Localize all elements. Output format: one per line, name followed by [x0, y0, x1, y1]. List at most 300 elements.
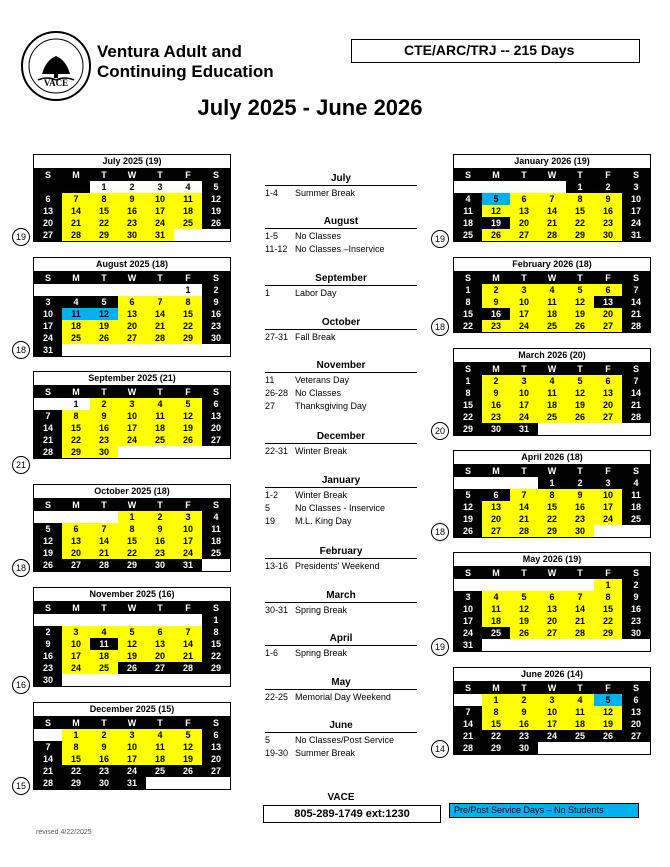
- day-header: W: [118, 602, 146, 614]
- day-count-badge: 19: [12, 228, 30, 246]
- day-cell: 2: [118, 181, 146, 193]
- week-row: [454, 501, 650, 513]
- day-cell: [510, 579, 538, 591]
- day-cell: 11: [146, 410, 174, 422]
- day-cell: 12: [118, 638, 146, 650]
- day-cell: 17: [62, 650, 90, 662]
- day-cell: 5: [202, 181, 230, 193]
- day-cell: 8: [62, 410, 90, 422]
- day-header: F: [594, 465, 622, 477]
- week-row: [34, 344, 230, 356]
- day-cell: 22: [594, 615, 622, 627]
- day-header: W: [118, 272, 146, 284]
- day-cell: 8: [62, 741, 90, 753]
- day-cell: [118, 284, 146, 296]
- day-cell: 3: [146, 181, 174, 193]
- day-header: M: [62, 717, 90, 729]
- day-header: T: [146, 272, 174, 284]
- calendar-month-title: December 2025 (15): [34, 703, 230, 717]
- day-cell: 20: [538, 615, 566, 627]
- event-item: [265, 560, 435, 572]
- day-header: W: [118, 386, 146, 398]
- day-cell: 1: [62, 729, 90, 741]
- day-cell: 10: [62, 638, 90, 650]
- day-cell: [174, 344, 202, 356]
- day-cell: 28: [622, 411, 650, 423]
- day-header: W: [538, 567, 566, 579]
- week-row: [454, 229, 650, 241]
- day-cell: 8: [454, 296, 482, 308]
- revised-date: revised 4/22/2025: [36, 829, 92, 836]
- day-cell: 11: [62, 308, 90, 320]
- day-cell: 3: [538, 694, 566, 706]
- event-item: [265, 489, 435, 501]
- day-cell: 8: [202, 626, 230, 638]
- day-cell: 20: [202, 422, 230, 434]
- day-cell: 22: [62, 765, 90, 777]
- day-cell: 18: [622, 501, 650, 513]
- day-header: T: [566, 272, 594, 284]
- day-cell: 5: [118, 626, 146, 638]
- org-line-1: Ventura Adult and: [97, 42, 242, 61]
- day-cell: 30: [510, 742, 538, 754]
- day-header: M: [62, 602, 90, 614]
- day-cell: 7: [62, 193, 90, 205]
- week-row: [454, 639, 650, 651]
- day-cell: 4: [174, 181, 202, 193]
- day-cell: [510, 181, 538, 193]
- calendar-month: [33, 257, 231, 357]
- day-cell: 30: [118, 229, 146, 241]
- day-cell: 15: [566, 205, 594, 217]
- day-cell: [510, 477, 538, 489]
- calendar-month-title: July 2025 (19): [34, 155, 230, 169]
- day-header: M: [482, 567, 510, 579]
- day-cell: 4: [146, 398, 174, 410]
- day-cell: 21: [622, 399, 650, 411]
- day-header: T: [90, 169, 118, 181]
- day-cell: [538, 742, 566, 754]
- day-cell: 9: [566, 489, 594, 501]
- day-cell: 28: [538, 229, 566, 241]
- event-dates: 1-4: [265, 188, 279, 198]
- event-label: Winter Break: [295, 490, 348, 500]
- day-header: F: [594, 169, 622, 181]
- day-cell: 24: [118, 434, 146, 446]
- day-header: M: [482, 682, 510, 694]
- day-cell: 8: [594, 591, 622, 603]
- vace-logo: [20, 30, 92, 102]
- day-cell: [566, 742, 594, 754]
- day-cell: 19: [482, 217, 510, 229]
- week-row: [454, 205, 650, 217]
- day-cell: 10: [510, 296, 538, 308]
- day-cell: 22: [482, 730, 510, 742]
- day-cell: 28: [510, 525, 538, 537]
- day-cell: 3: [594, 477, 622, 489]
- day-cell: 30: [566, 525, 594, 537]
- day-cell: 23: [482, 320, 510, 332]
- event-item: [265, 331, 435, 343]
- week-row: [34, 753, 230, 765]
- day-cell: 9: [482, 387, 510, 399]
- day-cell: 23: [146, 547, 174, 559]
- day-cell: 30: [202, 332, 230, 344]
- day-header: W: [118, 717, 146, 729]
- day-cell: 1: [454, 375, 482, 387]
- day-cell: 30: [90, 777, 118, 789]
- day-header: S: [34, 499, 62, 511]
- day-cell: 31: [622, 229, 650, 241]
- day-cell: 27: [538, 627, 566, 639]
- day-cell: 8: [90, 193, 118, 205]
- day-cell: [594, 525, 622, 537]
- day-cell: 14: [538, 205, 566, 217]
- day-cell: 18: [482, 615, 510, 627]
- day-cell: 16: [202, 308, 230, 320]
- calendar-month: [453, 257, 651, 333]
- week-row: [454, 706, 650, 718]
- day-cell: [34, 729, 62, 741]
- day-cell: [34, 614, 62, 626]
- event-dates: 1: [265, 288, 271, 298]
- day-cell: 14: [454, 718, 482, 730]
- day-cell: [118, 446, 146, 458]
- day-header: M: [482, 169, 510, 181]
- event-dates: 19: [265, 516, 276, 526]
- day-cell: 26: [174, 765, 202, 777]
- day-cell: [482, 181, 510, 193]
- day-cell: 18: [146, 422, 174, 434]
- day-cell: 5: [566, 375, 594, 387]
- event-dates: 27-31: [265, 332, 289, 342]
- week-row: [34, 205, 230, 217]
- day-cell: 3: [510, 375, 538, 387]
- day-cell: [90, 511, 118, 523]
- event-label: Spring Break: [295, 605, 348, 615]
- day-cell: 9: [90, 410, 118, 422]
- week-row: [454, 387, 650, 399]
- day-cell: 29: [174, 332, 202, 344]
- day-header: F: [594, 682, 622, 694]
- day-cell: 26: [118, 662, 146, 674]
- day-header: S: [454, 567, 482, 579]
- day-cell: 29: [594, 627, 622, 639]
- day-cell: 6: [594, 284, 622, 296]
- day-cell: 25: [566, 730, 594, 742]
- day-cell: 27: [482, 525, 510, 537]
- day-cell: 1: [118, 511, 146, 523]
- day-cell: 24: [174, 547, 202, 559]
- day-cell: [454, 694, 482, 706]
- event-dates: 27: [265, 401, 276, 411]
- day-cell: 30: [90, 446, 118, 458]
- day-cell: [594, 742, 622, 754]
- event-month-title: October: [265, 316, 417, 330]
- week-row: [34, 741, 230, 753]
- day-cell: [454, 477, 482, 489]
- day-cell: [202, 559, 230, 571]
- day-cell: 15: [454, 399, 482, 411]
- day-cell: 15: [62, 422, 90, 434]
- day-cell: 21: [174, 650, 202, 662]
- day-cell: 3: [62, 626, 90, 638]
- calendar-month-title: January 2026 (19): [454, 155, 650, 169]
- day-cell: [510, 639, 538, 651]
- calendar-month-title: October 2025 (18): [34, 485, 230, 499]
- day-cell: 15: [482, 718, 510, 730]
- event-month-title: May: [265, 676, 417, 690]
- day-header: T: [510, 272, 538, 284]
- day-cell: 15: [454, 308, 482, 320]
- day-cell: 7: [34, 410, 62, 422]
- day-cell: 11: [454, 205, 482, 217]
- day-cell: 24: [594, 513, 622, 525]
- week-row: [34, 229, 230, 241]
- event-dates: 13-16: [265, 561, 289, 571]
- event-month-title: March: [265, 589, 417, 603]
- day-cell: 7: [454, 706, 482, 718]
- day-cell: 17: [594, 501, 622, 513]
- day-header: W: [118, 169, 146, 181]
- week-row: [454, 375, 650, 387]
- event-label: M.L. King Day: [295, 516, 352, 526]
- day-cell: [482, 639, 510, 651]
- event-month-title: December: [265, 430, 417, 444]
- week-row: [34, 422, 230, 434]
- day-cell: 8: [566, 193, 594, 205]
- day-cell: [538, 181, 566, 193]
- calendar-month-title: February 2026 (18): [454, 258, 650, 272]
- day-header: F: [174, 602, 202, 614]
- day-cell: 25: [538, 320, 566, 332]
- event-dates: 11: [265, 375, 275, 385]
- event-item: [265, 387, 435, 399]
- day-cell: 8: [482, 706, 510, 718]
- day-cell: [622, 742, 650, 754]
- day-cell: 27: [202, 434, 230, 446]
- event-month-title: August: [265, 215, 417, 229]
- day-cell: 17: [118, 422, 146, 434]
- day-cell: 23: [482, 411, 510, 423]
- week-row: [454, 730, 650, 742]
- day-header-row: [454, 567, 650, 579]
- week-row: [34, 674, 230, 686]
- calendar-month: [453, 667, 651, 755]
- day-cell: 9: [510, 706, 538, 718]
- day-cell: 16: [622, 603, 650, 615]
- day-cell: 14: [90, 535, 118, 547]
- day-header: F: [594, 272, 622, 284]
- day-cell: 10: [174, 523, 202, 535]
- week-row: [34, 284, 230, 296]
- day-cell: 28: [146, 332, 174, 344]
- day-cell: 18: [202, 535, 230, 547]
- day-cell: 10: [622, 193, 650, 205]
- day-cell: 1: [202, 614, 230, 626]
- day-cell: 16: [510, 718, 538, 730]
- day-header: W: [538, 272, 566, 284]
- day-cell: 20: [146, 650, 174, 662]
- day-cell: 7: [510, 489, 538, 501]
- week-row: [34, 320, 230, 332]
- calendar-month: [33, 154, 231, 242]
- event-month-title: June: [265, 719, 417, 733]
- day-cell: 22: [538, 513, 566, 525]
- event-month-title: November: [265, 359, 417, 373]
- event-dates: 30-31: [265, 605, 289, 615]
- day-cell: [146, 446, 174, 458]
- day-cell: 13: [594, 387, 622, 399]
- week-row: [34, 638, 230, 650]
- day-cell: 12: [34, 535, 62, 547]
- week-row: [34, 765, 230, 777]
- day-cell: 26: [90, 332, 118, 344]
- day-header: S: [454, 169, 482, 181]
- day-header: T: [146, 499, 174, 511]
- day-cell: 15: [62, 753, 90, 765]
- day-cell: 31: [118, 777, 146, 789]
- day-cell: 16: [482, 399, 510, 411]
- day-cell: 21: [34, 765, 62, 777]
- day-cell: 28: [62, 229, 90, 241]
- day-cell: 9: [118, 193, 146, 205]
- day-cell: 28: [454, 742, 482, 754]
- day-cell: 29: [62, 446, 90, 458]
- day-cell: 24: [622, 217, 650, 229]
- day-cell: [174, 614, 202, 626]
- day-cell: 14: [62, 205, 90, 217]
- day-cell: 1: [174, 284, 202, 296]
- day-cell: 18: [454, 217, 482, 229]
- week-row: [34, 559, 230, 571]
- day-header: T: [510, 465, 538, 477]
- day-header-row: [454, 169, 650, 181]
- event-item: [265, 502, 435, 514]
- day-cell: 29: [482, 742, 510, 754]
- day-cell: 17: [118, 753, 146, 765]
- day-cell: 20: [622, 718, 650, 730]
- day-cell: 22: [118, 547, 146, 559]
- day-cell: 27: [62, 559, 90, 571]
- day-cell: 11: [538, 296, 566, 308]
- day-cell: 16: [146, 535, 174, 547]
- week-row: [34, 398, 230, 410]
- day-count-badge: 15: [12, 777, 30, 795]
- day-cell: 26: [566, 320, 594, 332]
- day-cell: 10: [34, 308, 62, 320]
- day-count-badge: 20: [431, 422, 449, 440]
- week-row: [34, 193, 230, 205]
- week-row: [454, 742, 650, 754]
- day-header: S: [34, 602, 62, 614]
- event-item: [265, 647, 435, 659]
- day-cell: 2: [482, 375, 510, 387]
- day-cell: 25: [174, 217, 202, 229]
- day-header: S: [454, 363, 482, 375]
- week-row: [34, 434, 230, 446]
- day-cell: [62, 181, 90, 193]
- week-row: [454, 627, 650, 639]
- day-cell: [174, 777, 202, 789]
- day-cell: 12: [174, 741, 202, 753]
- day-cell: 6: [202, 398, 230, 410]
- day-cell: 17: [538, 718, 566, 730]
- day-cell: 13: [510, 205, 538, 217]
- day-cell: [62, 614, 90, 626]
- day-header: M: [62, 272, 90, 284]
- week-row: [454, 489, 650, 501]
- day-cell: 28: [90, 559, 118, 571]
- day-header: T: [90, 499, 118, 511]
- day-cell: 4: [62, 296, 90, 308]
- event-item: [265, 515, 435, 527]
- day-cell: 22: [566, 217, 594, 229]
- day-cell: 4: [90, 626, 118, 638]
- day-count-badge: 19: [431, 230, 449, 248]
- day-header: T: [566, 363, 594, 375]
- day-cell: 12: [566, 296, 594, 308]
- calendar-month-title: May 2026 (19): [454, 553, 650, 567]
- day-count-badge: 18: [431, 318, 449, 336]
- event-label: Winter Break: [295, 446, 348, 456]
- day-cell: [202, 674, 230, 686]
- event-item: [265, 243, 435, 255]
- event-item: [265, 374, 435, 386]
- day-cell: 21: [34, 434, 62, 446]
- day-cell: 4: [538, 284, 566, 296]
- day-header: S: [622, 465, 650, 477]
- day-cell: 1: [90, 181, 118, 193]
- day-cell: 12: [202, 193, 230, 205]
- day-cell: 23: [118, 217, 146, 229]
- event-dates: 11-12: [265, 244, 288, 254]
- day-cell: 24: [538, 730, 566, 742]
- day-header: M: [62, 169, 90, 181]
- week-row: [454, 615, 650, 627]
- day-cell: 5: [566, 284, 594, 296]
- day-cell: [454, 579, 482, 591]
- footer-vace: VACE: [327, 792, 355, 803]
- day-cell: 17: [510, 308, 538, 320]
- day-cell: 2: [146, 511, 174, 523]
- day-cell: 9: [594, 193, 622, 205]
- day-cell: [118, 674, 146, 686]
- day-cell: 31: [510, 423, 538, 435]
- day-count-badge: 21: [12, 456, 30, 474]
- calendar-month: [33, 702, 231, 790]
- day-header: S: [202, 499, 230, 511]
- event-dates: 5: [265, 503, 271, 513]
- org-name: [97, 42, 274, 82]
- day-cell: 24: [454, 627, 482, 639]
- day-cell: 1: [454, 284, 482, 296]
- day-header: W: [538, 682, 566, 694]
- week-row: [454, 513, 650, 525]
- day-cell: 2: [90, 398, 118, 410]
- day-cell: 29: [202, 662, 230, 674]
- day-cell: 20: [202, 753, 230, 765]
- day-cell: 24: [34, 332, 62, 344]
- day-header-row: [454, 272, 650, 284]
- day-cell: 6: [146, 626, 174, 638]
- day-cell: 17: [454, 615, 482, 627]
- day-cell: 11: [90, 638, 118, 650]
- day-cell: [34, 398, 62, 410]
- day-cell: 14: [174, 638, 202, 650]
- day-header: M: [482, 272, 510, 284]
- day-cell: 7: [538, 193, 566, 205]
